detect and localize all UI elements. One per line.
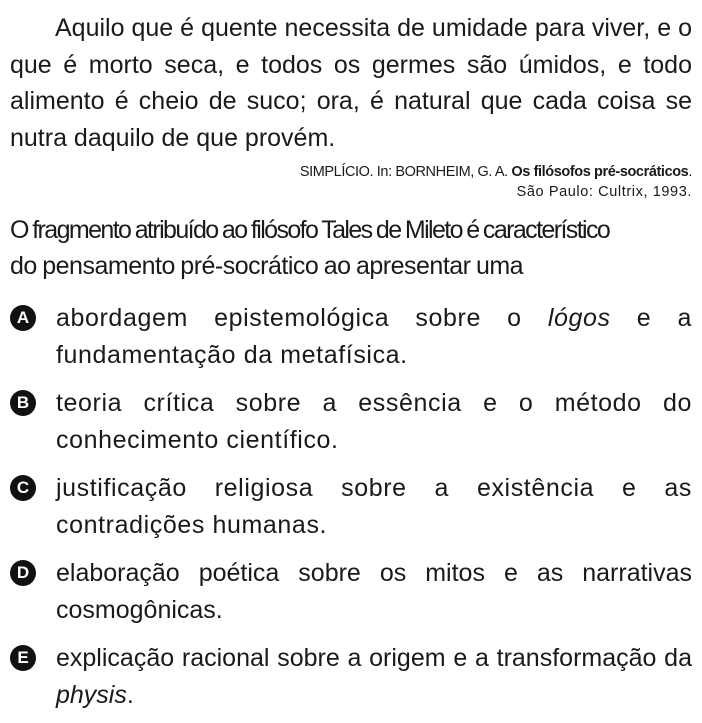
option-a[interactable]: [10, 300, 692, 373]
option-a-text-start: abordagem epistemológica sobre o: [56, 304, 548, 332]
option-d[interactable]: [10, 555, 692, 628]
source-suffix: .: [688, 164, 692, 180]
source-citation: [10, 162, 692, 202]
quote-paragraph: Aquilo que é quente necessita de umidade para viver, e o que é morto seca, e todos os germes são úmidos, e todo alimento é cheio de suco; ora, é natural que cada coisa se nutra daquilo de que provém.: [10, 14, 692, 152]
option-a-text-end: e a fundamentação da metafísica.: [56, 304, 692, 369]
stem-line-1: O fragmento atribuído ao filósofo Tales de Mileto é característico: [10, 216, 610, 244]
source-line-2: São Paulo: Cultrix, 1993.: [516, 184, 692, 200]
question-stem: [10, 212, 692, 284]
option-c-text: justificação religiosa sobre a existência e as contradições humanas.: [56, 474, 692, 539]
option-e-italic-term: physis: [56, 680, 127, 709]
option-c-letter-badge: C: [10, 475, 36, 501]
option-e-text-start: explicação racional sobre a origem e a transformação da: [56, 644, 692, 672]
option-d-text: elaboração poética sobre os mitos e as narrativas cosmogônicas.: [56, 559, 692, 624]
source-book-title: Os filósofos pré-socráticos: [511, 164, 689, 180]
option-a-italic-term: lógos: [547, 304, 611, 332]
option-a-text: [56, 300, 692, 373]
option-b-text: teoria crítica sobre a essência e o método do conhecimento científico.: [56, 389, 692, 454]
option-b-letter-badge: B: [10, 390, 36, 416]
option-b[interactable]: [10, 385, 692, 458]
option-e-letter-badge: E: [10, 645, 36, 671]
option-a-letter-badge: A: [10, 305, 36, 331]
option-e[interactable]: [10, 640, 692, 713]
option-e-text: [56, 640, 692, 713]
answer-options: [10, 300, 692, 713]
stem-line-2: do pensamento pré-socrático ao apresentar uma: [10, 252, 524, 280]
option-e-text-end: .: [126, 680, 134, 709]
option-c[interactable]: [10, 470, 692, 543]
source-prefix: SIMPLÍCIO. In: BORNHEIM, G. A.: [299, 164, 512, 180]
source-line-1: [10, 162, 692, 182]
option-d-letter-badge: D: [10, 560, 36, 586]
